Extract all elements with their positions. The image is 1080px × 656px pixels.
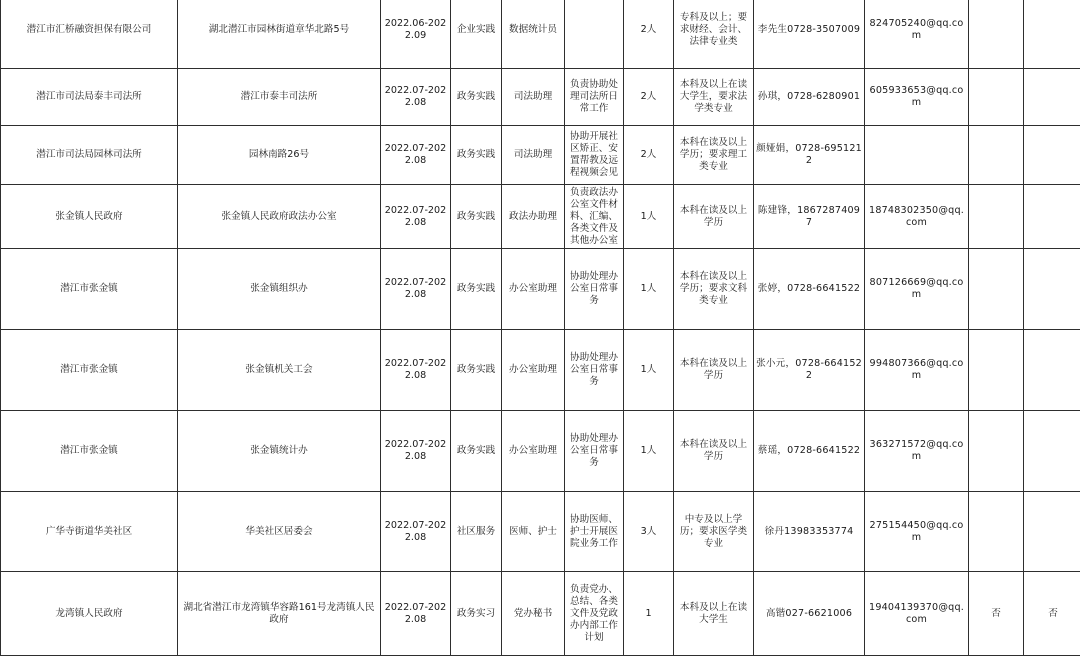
extra-cell-2: 否 [1024,572,1080,656]
extra-cell-1 [969,411,1024,492]
period-cell: 2022.07-2022.08 [381,249,451,330]
requirement-cell: 本科及以上在读大学生 [674,572,754,656]
extra-cell-2 [1024,411,1080,492]
table-row [1,126,1080,185]
duty-cell: 负责协助处理司法所日常工作 [565,69,624,126]
headcount-cell: 2人 [624,126,674,185]
contact-cell: 张婷，0728-6641522 [754,249,865,330]
duty-cell: 协助开展社区矫正、安置帮教及远程视频会见 [565,126,624,185]
requirement-cell: 本科在读及以上学历 [674,411,754,492]
duty-cell: 负责政法办公室文件材料、汇编、各类文件及其他办公室 [565,185,624,249]
email-cell [865,126,969,185]
email-cell: 275154450@qq.com [865,492,969,572]
period-cell: 2022.07-2022.08 [381,69,451,126]
org-cell: 潜江市汇桥融资担保有限公司 [1,0,178,69]
contact-cell: 高锴027-6621006 [754,572,865,656]
requirement-cell: 本科在读及以上学历 [674,185,754,249]
headcount-cell: 1人 [624,185,674,249]
period-cell: 2022.07-2022.08 [381,185,451,249]
duty-cell [565,0,624,69]
extra-cell-2 [1024,330,1080,411]
extra-cell-2 [1024,185,1080,249]
headcount-cell: 3人 [624,492,674,572]
practice-type-cell: 政务实习 [451,572,502,656]
contact-cell: 张小元，0728-6641522 [754,330,865,411]
extra-cell-1 [969,0,1024,69]
extra-cell-1: 否 [969,572,1024,656]
table-row [1,185,1080,249]
period-cell: 2022.07-2022.08 [381,411,451,492]
duty-cell: 协助医师、护士开展医院业务工作 [565,492,624,572]
email-cell: 807126669@qq.com [865,249,969,330]
period-cell: 2022.07-2022.08 [381,330,451,411]
address-cell: 华美社区居委会 [178,492,381,572]
extra-cell-1 [969,185,1024,249]
position-cell: 办公室助理 [502,330,565,411]
position-cell: 办公室助理 [502,249,565,330]
requirement-cell: 本科在读及以上学历；要求理工类专业 [674,126,754,185]
email-cell: 19404139370@qq.com [865,572,969,656]
email-cell: 363271572@qq.com [865,411,969,492]
email-cell: 18748302350@qq.com [865,185,969,249]
extra-cell-2 [1024,0,1080,69]
address-cell: 张金镇机关工会 [178,330,381,411]
table-row [1,572,1080,656]
period-cell: 2022.07-2022.08 [381,572,451,656]
contact-cell: 陈建锋，18672874097 [754,185,865,249]
position-cell: 党办秘书 [502,572,565,656]
practice-type-cell: 社区服务 [451,492,502,572]
email-cell: 605933653@qq.com [865,69,969,126]
extra-cell-2 [1024,249,1080,330]
duty-cell: 负责党办、总结、各类文件及党政办内部工作计划 [565,572,624,656]
practice-type-cell: 政务实践 [451,249,502,330]
table-row [1,411,1080,492]
practice-type-cell: 政务实践 [451,126,502,185]
contact-cell: 颜娅娟，0728-6951212 [754,126,865,185]
table-row [1,69,1080,126]
extra-cell-1 [969,492,1024,572]
org-cell: 潜江市司法局园林司法所 [1,126,178,185]
extra-cell-2 [1024,69,1080,126]
org-cell: 张金镇人民政府 [1,185,178,249]
practice-type-cell: 政务实践 [451,411,502,492]
practice-type-cell: 政务实践 [451,330,502,411]
position-cell: 数据统计员 [502,0,565,69]
requirement-cell: 专科及以上；要求财经、会计、法律专业类 [674,0,754,69]
practice-type-cell: 政务实践 [451,69,502,126]
extra-cell-1 [969,69,1024,126]
requirement-cell: 本科在读及以上学历；要求文科类专业 [674,249,754,330]
org-cell: 潜江市张金镇 [1,249,178,330]
address-cell: 张金镇统计办 [178,411,381,492]
extra-cell-1 [969,330,1024,411]
address-cell: 张金镇组织办 [178,249,381,330]
duty-cell: 协助处理办公室日常事务 [565,249,624,330]
headcount-cell: 2人 [624,0,674,69]
position-cell: 办公室助理 [502,411,565,492]
contact-cell: 蔡瑶，0728-6641522 [754,411,865,492]
extra-cell-1 [969,249,1024,330]
duty-cell: 协助处理办公室日常事务 [565,411,624,492]
extra-cell-2 [1024,126,1080,185]
org-cell: 潜江市司法局泰丰司法所 [1,69,178,126]
address-cell: 湖北省潜江市龙湾镇华容路161号龙湾镇人民政府 [178,572,381,656]
org-cell: 潜江市张金镇 [1,330,178,411]
headcount-cell: 1人 [624,249,674,330]
address-cell: 园林南路26号 [178,126,381,185]
headcount-cell: 1人 [624,411,674,492]
requirement-cell: 本科在读及以上学历 [674,330,754,411]
contact-cell: 徐丹13983353774 [754,492,865,572]
requirement-cell: 本科及以上在读大学生，要求法学类专业 [674,69,754,126]
position-cell: 司法助理 [502,69,565,126]
headcount-cell: 1人 [624,330,674,411]
table-row [1,330,1080,411]
email-cell: 994807366@qq.com [865,330,969,411]
table-row [1,0,1080,69]
position-cell: 政法办助理 [502,185,565,249]
contact-cell: 孙琪，0728-6280901 [754,69,865,126]
practice-type-cell: 企业实践 [451,0,502,69]
extra-cell-2 [1024,492,1080,572]
org-cell: 潜江市张金镇 [1,411,178,492]
address-cell: 湖北潜江市园林街道章华北路5号 [178,0,381,69]
address-cell: 潜江市泰丰司法所 [178,69,381,126]
contact-cell: 李先生0728-3507009 [754,0,865,69]
duty-cell: 协助处理办公室日常事务 [565,330,624,411]
practice-type-cell: 政务实践 [451,185,502,249]
table-row [1,492,1080,572]
org-cell: 龙湾镇人民政府 [1,572,178,656]
period-cell: 2022.06-2022.09 [381,0,451,69]
extra-cell-1 [969,126,1024,185]
table-row [1,249,1080,330]
period-cell: 2022.07-2022.08 [381,126,451,185]
org-cell: 广华寺街道华美社区 [1,492,178,572]
period-cell: 2022.07-2022.08 [381,492,451,572]
position-cell: 司法助理 [502,126,565,185]
headcount-cell: 2人 [624,69,674,126]
position-cell: 医师、护士 [502,492,565,572]
address-cell: 张金镇人民政府政法办公室 [178,185,381,249]
headcount-cell: 1 [624,572,674,656]
requirement-cell: 中专及以上学历；要求医学类专业 [674,492,754,572]
email-cell: 824705240@qq.com [865,0,969,69]
